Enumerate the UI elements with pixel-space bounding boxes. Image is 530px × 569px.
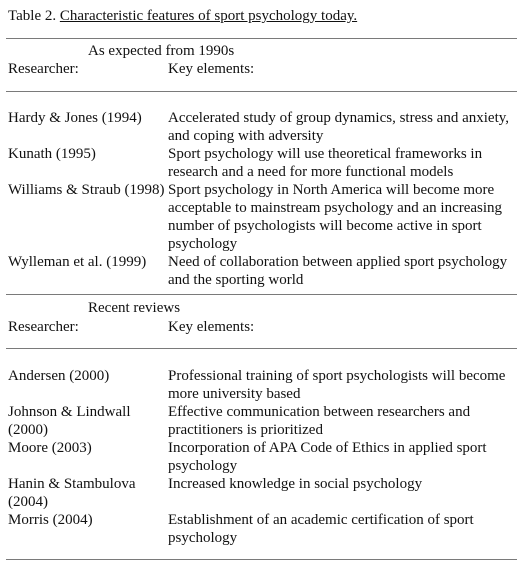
researcher-cell [8,109,158,127]
key-elements-text: and coping with adversity [168,128,324,144]
key-elements-text: Professional training of sport psychologists will become [168,368,506,384]
key-elements-cell [168,439,518,475]
researcher-cell [8,475,158,511]
researcher-text: Williams & Straub (1998) [8,182,165,198]
researcher-cell [8,403,158,439]
key-elements-text: number of psychologists will become active in sport [168,218,482,234]
key-elements-text: psychology [168,458,238,474]
researcher-cell [8,367,158,385]
caption-title: Characteristic features of sport psychology today. [59,8,358,24]
key-elements-text: Sport psychology in North America will become more [168,182,495,198]
researcher-text: Wylleman et al. (1999) [8,254,147,270]
researcher-column-header: Researcher: [8,61,79,77]
key-elements-cell [168,475,518,493]
researcher-text: Morris (2004) [8,512,93,528]
researcher-text: Moore (2003) [8,440,92,456]
researcher-cell [8,145,158,163]
key-elements-cell [168,109,518,145]
key-elements-text: Increased knowledge in social psychology [168,476,423,492]
researcher-cell [8,439,158,457]
elements-column-header: Key elements: [168,319,255,335]
section-rule [6,294,517,295]
researcher-text: Kunath (1995) [8,146,96,162]
researcher-cell [8,253,158,271]
table-caption [8,7,357,25]
header-rule [6,348,517,349]
researcher-cell [8,181,165,199]
researcher-text: Johnson & Lindwall [8,404,131,420]
key-elements-text: Incorporation of APA Code of Ethics in applied sport [168,440,487,456]
key-elements-text: Sport psychology will use theoretical frameworks in [168,146,483,162]
researcher-cell [8,511,158,529]
section-label: Recent reviews [88,300,181,316]
key-elements-text: Effective communication between researchers and [168,404,471,420]
key-elements-text: Need of collaboration between applied sport psychology [168,254,508,270]
section-label: As expected from 1990s [88,43,235,59]
top-rule [6,38,517,39]
key-elements-cell [168,145,518,181]
key-elements-cell [168,511,518,547]
key-elements-cell [168,403,518,439]
key-elements-text: practitioners is prioritized [168,422,323,438]
key-elements-text: research and a need for more functional models [168,164,454,180]
key-elements-text: psychology [168,530,238,546]
key-elements-cell [168,367,518,403]
key-elements-text: and the sporting world [168,272,304,288]
key-elements-cell [168,253,518,289]
researcher-text: Hardy & Jones (1994) [8,110,142,126]
researcher-text: (2004) [8,494,48,510]
elements-column-header: Key elements: [168,61,255,77]
researcher-text: Hanin & Stambulova [8,476,136,492]
caption-prefix: Table 2. [8,8,57,24]
key-elements-text: Establishment of an academic certification of sport [168,512,474,528]
header-rule [6,91,517,92]
key-elements-text: acceptable to mainstream psychology and an increasing [168,200,503,216]
key-elements-text: psychology [168,236,238,252]
key-elements-cell [168,181,518,253]
key-elements-text: more university based [168,386,301,402]
key-elements-text: Accelerated study of group dynamics, stress and anxiety, [168,110,510,126]
bottom-rule [6,559,517,560]
researcher-text: Andersen (2000) [8,368,110,384]
researcher-column-header: Researcher: [8,319,79,335]
researcher-text: (2000) [8,422,48,438]
